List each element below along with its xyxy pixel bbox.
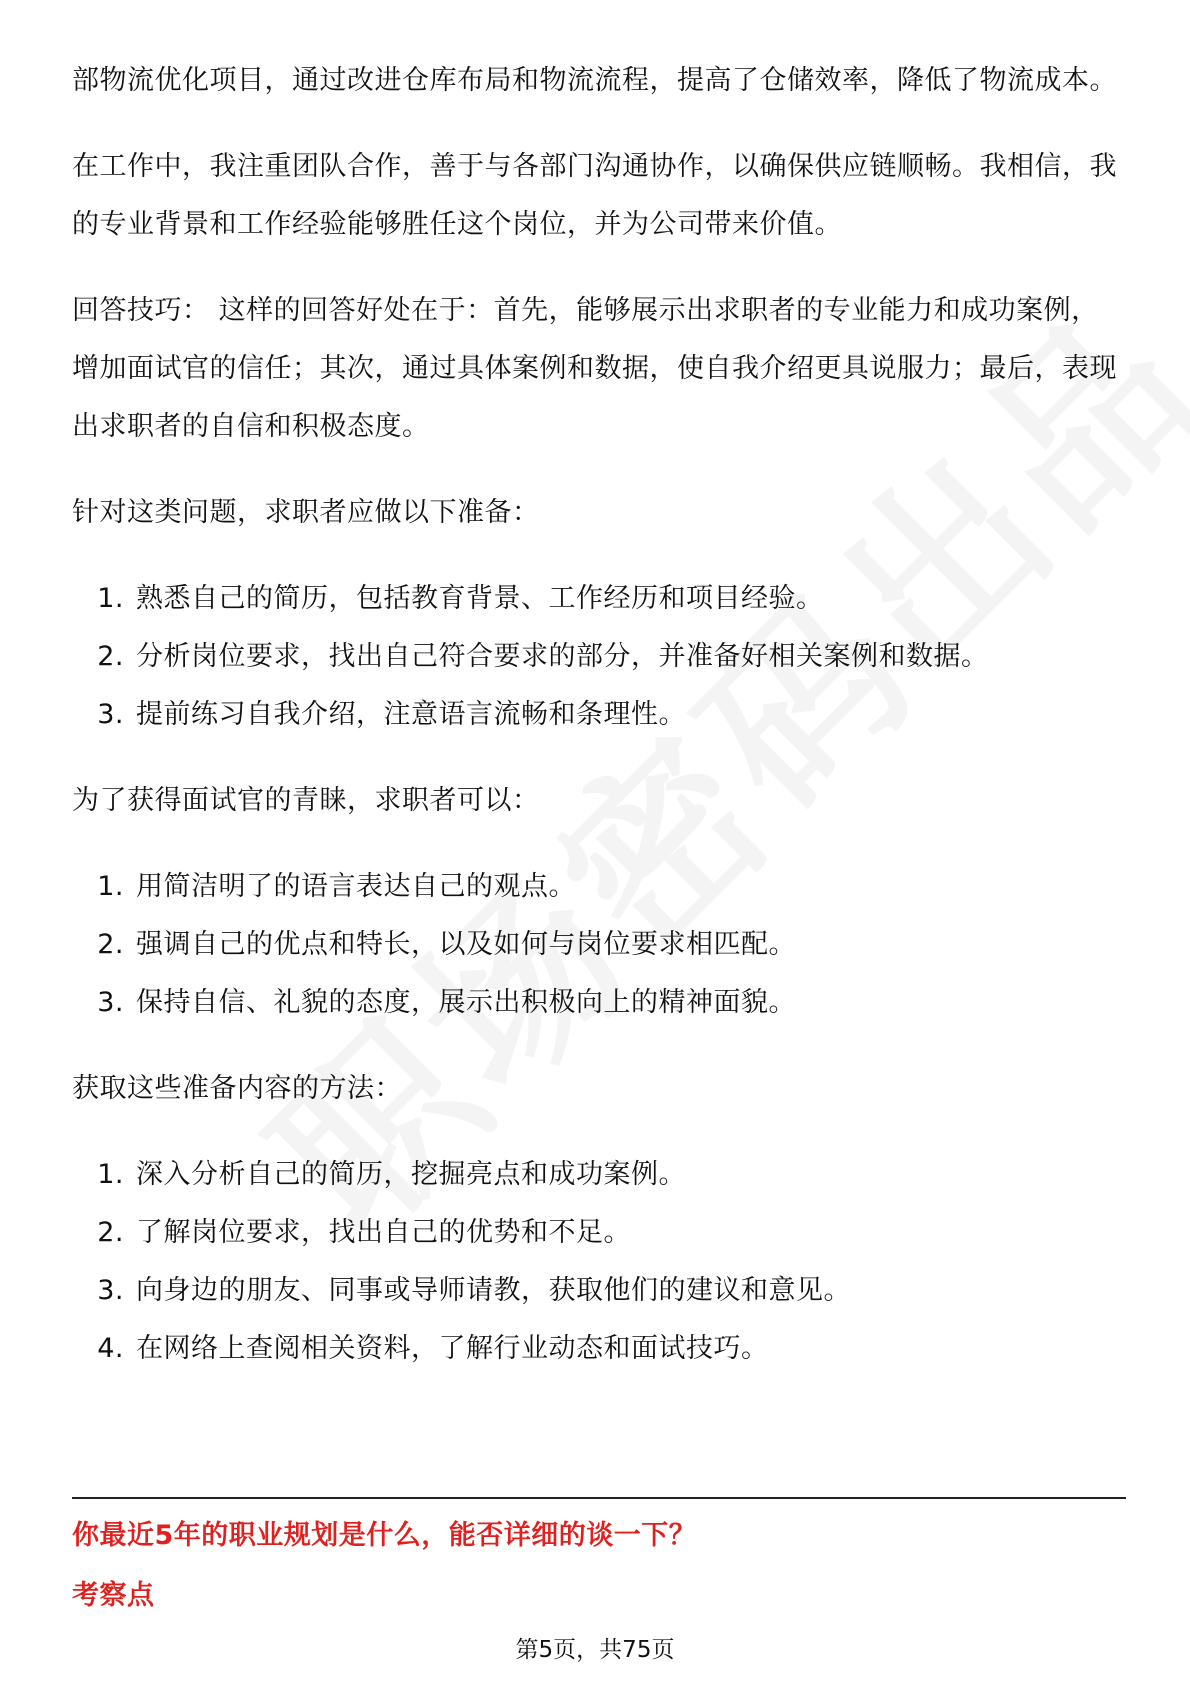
list-item: 2. 分析岗位要求，找出自己符合要求的部分，并准备好相关案例和数据。 bbox=[97, 641, 989, 672]
list-impress bbox=[72, 858, 1122, 1032]
list-item: 4. 在网络上查阅相关资料，了解行业动态和面试技巧。 bbox=[97, 1333, 769, 1364]
section-divider bbox=[72, 1497, 1126, 1499]
list-methods bbox=[72, 1146, 1122, 1378]
page-footer: 第5页，共75页 bbox=[515, 1637, 675, 1663]
paragraph-teamwork: 在工作中，我注重团队合作，善于与各部门沟通协作，以确保供应链顺畅。我相信，我的专业背景和工作经验能够胜任这个岗位，并为公司带来价值。 bbox=[72, 151, 1117, 240]
list-item: 2. 了解岗位要求，找出自己的优势和不足。 bbox=[97, 1217, 631, 1248]
list-prepare bbox=[72, 570, 1122, 744]
list-item: 3. 向身边的朋友、同事或导师请教，获取他们的建议和意见。 bbox=[97, 1275, 851, 1306]
list-item: 3. 提前练习自我介绍，注意语言流畅和条理性。 bbox=[97, 699, 686, 730]
paragraph-project-summary: 部物流优化项目，通过改进仓库布局和物流流程，提高了仓储效率，降低了物流成本。 bbox=[72, 65, 1117, 96]
next-question-heading: 你最近5年的职业规划是什么，能否详细的谈一下？ bbox=[72, 1520, 697, 1551]
document-body bbox=[72, 52, 1122, 1406]
paragraph-answer-tips: 回答技巧： 这样的回答好处在于：首先，能够展示出求职者的专业能力和成功案例，增加面试官的信任；其次，通过具体案例和数据，使自我介绍更具说服力；最后，表现出求职者的自信和积极态度。 bbox=[72, 295, 1117, 442]
list-item: 1. 熟悉自己的简历，包括教育背景、工作经历和项目经验。 bbox=[97, 583, 824, 614]
list-item: 2. 强调自己的优点和特长，以及如何与岗位要求相匹配。 bbox=[97, 929, 796, 960]
list-item: 3. 保持自信、礼貌的态度，展示出积极向上的精神面貌。 bbox=[97, 987, 796, 1018]
paragraph-methods-intro: 获取这些准备内容的方法： bbox=[72, 1073, 402, 1104]
list-item: 1. 深入分析自己的简历，挖掘亮点和成功案例。 bbox=[97, 1159, 686, 1190]
paragraph-prepare-intro: 针对这类问题，求职者应做以下准备： bbox=[72, 497, 540, 528]
section-label-kaochadian: 考察点 bbox=[72, 1580, 155, 1611]
list-item: 1. 用简洁明了的语言表达自己的观点。 bbox=[97, 871, 576, 902]
paragraph-impress-intro: 为了获得面试官的青睐，求职者可以： bbox=[72, 785, 540, 816]
